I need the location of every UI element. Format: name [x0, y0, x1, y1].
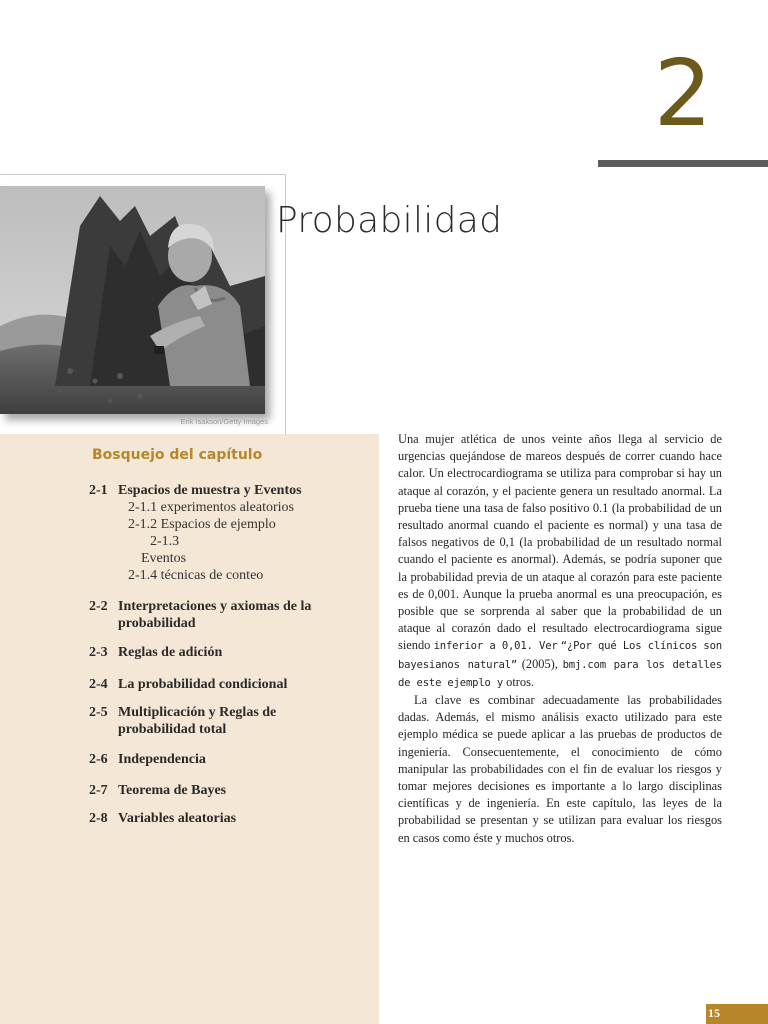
subsection[interactable]: 2-1.2 Espacios de ejemplo — [128, 517, 276, 532]
chapter-title: Probabilidad — [276, 200, 503, 241]
subsection[interactable]: 2-1.3 — [150, 534, 180, 549]
section-title: Independencia — [118, 752, 206, 767]
page-number: 15 — [708, 1006, 720, 1020]
subsection[interactable]: 2-1.4 técnicas de conteo — [128, 568, 264, 583]
intro-paragraph — [398, 431, 722, 692]
section-title: Espacios de muestra y Eventos — [118, 483, 302, 498]
chapter-number: 2 — [653, 40, 713, 147]
intro-paragraph: La clave es combinar adecuadamente las probabilidades dadas. Además, el mismo análisis exacto utilizado para este ejemplo médica se puede aplicar a las pruebas de productos de ingeniería. Consecuentemente, el conocimiento de cómo manipular las probabilidades con el fin de evaluar los riesgos y tomar mejores decisiones es importante a lo largo disciplinas científicas y de ingeniería. En este capítulo, las leyes de la probabilidad se presentan y se utilizan para evaluar los riesgos en casos como éste y muchos otros. — [398, 693, 722, 845]
intro-text-mono: inferior a 0,01. Ver — [433, 640, 558, 653]
article-citation: “¿Por qué Los clínicos son bayesianos natural” — [398, 640, 722, 671]
section-title: Multiplicación y Reglas de probabilidad total — [118, 705, 277, 737]
section-number: 2-7 — [89, 783, 108, 798]
intro-text: Una mujer atlética de unos veinte años llega al servicio de urgencias quejándose de mareos después de correr cuando hace calor. Un electrocardiograma se utiliza para comprobar si hay un ataque al corazón, y el paciente genera un resultado anormal. La prueba tiene una tasa de falso positivo 0.1 (la probabilidad de un resultado anormal cuando el paciente es normal) y una tasa de falsos negativos de 0,1 (la probabilidad de un resultado normal cuando el paciente es anormal). Además, se podría suponer que la probabilidad previa de un ataque al corazón para este paciente es de 0,001. Aunque la prueba anormal es una preocupación, es posible que se sorprenda al saber que la probabilidad de un ataque al corazón dado el resultado electrocardiograma sigue siendo — [398, 432, 722, 653]
section-title: Reglas de adición — [118, 645, 223, 660]
section-number: 2-2 — [89, 599, 108, 614]
section-number: 2-4 — [89, 677, 108, 692]
section-number: 2-5 — [89, 705, 108, 720]
intro-text: otros. — [506, 674, 535, 689]
section-number: 2-3 — [89, 645, 108, 660]
intro-text-mono: bmj.com para los detalles de este ejemplo y — [398, 658, 722, 689]
chapter-intro-text — [398, 431, 722, 847]
section-number: 2-6 — [89, 752, 108, 767]
section-number: 2-8 — [89, 811, 108, 826]
section-title: Variables aleatorias — [118, 811, 237, 826]
section-title: La probabilidad condicional — [118, 677, 288, 692]
subsection[interactable]: 2-1.1 experimentos aleatorios — [128, 500, 295, 515]
section-title: Teorema de Bayes — [118, 783, 227, 798]
chapter-rule — [598, 160, 768, 167]
photo-illustration — [0, 186, 265, 414]
section-title: Interpretaciones y axiomas de la probabilidad — [118, 599, 312, 631]
intro-text: (2005), — [521, 656, 558, 671]
section-number: 2-1 — [89, 483, 108, 498]
outline-heading: Bosquejo del capítulo — [92, 447, 263, 463]
chapter-photo — [0, 186, 265, 414]
subsection[interactable]: Eventos — [141, 551, 187, 566]
photo-credit: Erik Isakson/Getty Images — [180, 417, 268, 426]
